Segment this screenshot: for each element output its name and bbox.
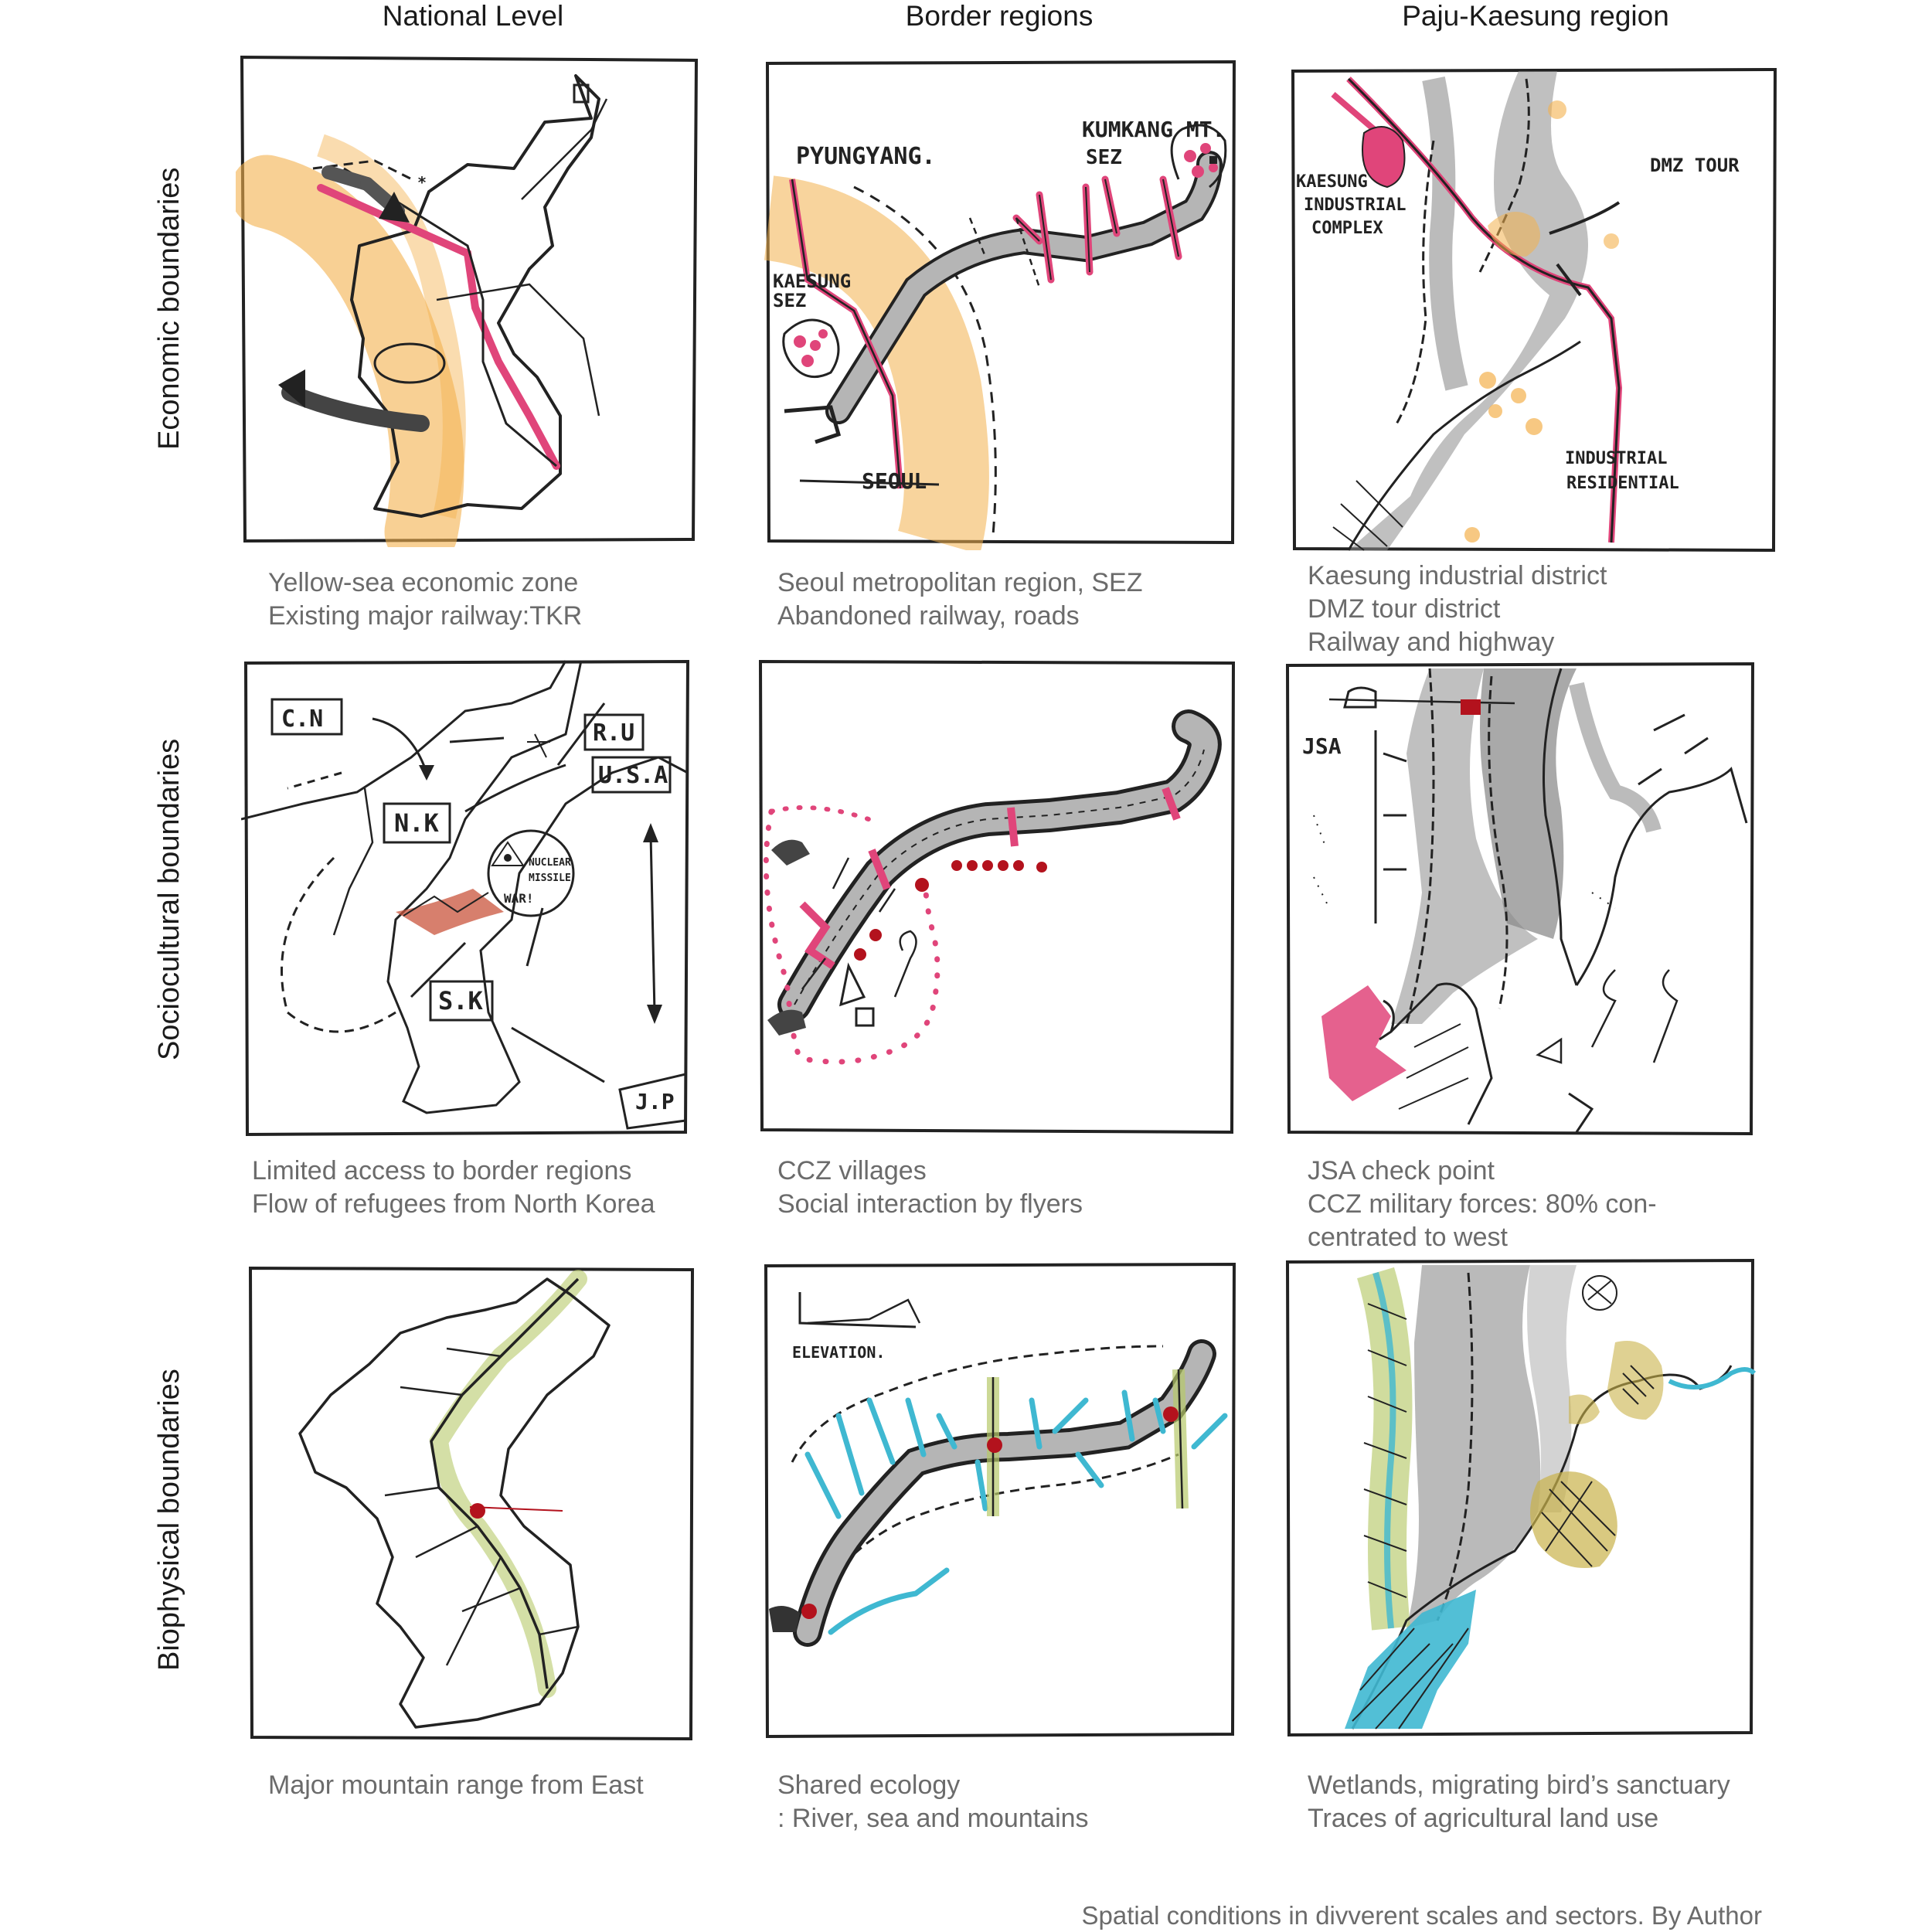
label-elevation: ELEVATION. [792, 1343, 886, 1362]
label-residential: RESIDENTIAL [1566, 474, 1679, 493]
panel-socio-paju [1283, 661, 1758, 1140]
label-dmz-tour: DMZ TOUR [1650, 155, 1740, 176]
label-seoul: SEOUL [862, 468, 927, 494]
panel-economic-national [236, 53, 699, 547]
column-header-border: Border regions [905, 0, 1094, 32]
paju-economic-sketch [1287, 63, 1781, 558]
column-header-national: National Level [382, 0, 564, 32]
panel-socio-national [241, 657, 693, 1140]
panel-economic-border [761, 56, 1240, 550]
caption-bio-national: Major mountain range from East [268, 1770, 644, 1800]
label-jsa: JSA [1302, 733, 1342, 759]
panel-socio-border [756, 657, 1239, 1140]
label-kumkang-sez: SEZ [1086, 146, 1122, 169]
caption-econ-national: Yellow-sea economic zone Existing major railway:TKR [268, 568, 583, 631]
label-cn: C.N [281, 706, 324, 733]
figure-credit: Spatial conditions in divverent scales and sectors. By Author [1081, 1901, 1762, 1930]
border-socio-sketch [756, 657, 1239, 1140]
label-pyongyang: PYUNGYANG. [796, 143, 936, 170]
label-nk: N.K [394, 808, 439, 838]
row-header-sociocultural: Sociocultural boundaries [153, 738, 185, 1060]
label-kaesung-sez-2: SEZ [773, 290, 807, 311]
caption-bio-paju: Wetlands, migrating bird’s sanctuary Traces of agricultural land use [1308, 1770, 1730, 1833]
label-nuclear-3: WAR! [504, 891, 534, 906]
label-sk: S.K [438, 986, 483, 1015]
label-kaesung-complex-3: COMPLEX [1311, 219, 1383, 238]
border-bio-sketch [761, 1261, 1240, 1744]
panel-economic-paju [1287, 63, 1781, 558]
label-kaesung-sez-1: KAESUNG [773, 270, 852, 292]
paju-socio-sketch [1283, 661, 1758, 1140]
caption-econ-border: Seoul metropolitan region, SEZ Abandoned railway, roads [777, 568, 1143, 631]
caption-socio-national: Limited access to border regions Flow of refugees from North Korea [252, 1156, 655, 1219]
national-bio-sketch [246, 1264, 698, 1747]
label-usa: U.S.A [598, 762, 668, 789]
border-economic-sketch [761, 56, 1240, 550]
label-kumkang: KUMKANG MT. [1082, 117, 1226, 142]
label-ru: R.U [593, 719, 635, 747]
panel-bio-border [761, 1261, 1240, 1744]
column-header-paju: Paju-Kaesung region [1402, 0, 1669, 32]
paju-bio-sketch [1283, 1257, 1758, 1740]
label-nuclear-1: NUCLEAR [529, 857, 571, 869]
label-industrial: INDUSTRIAL [1565, 449, 1668, 468]
panel-bio-paju [1283, 1257, 1758, 1740]
caption-econ-paju: Kaesung industrial district DMZ tour district Railway and highway [1308, 561, 1607, 657]
panel-bio-national [246, 1264, 698, 1747]
label-kaesung-complex-1: KAESUNG [1296, 172, 1368, 192]
national-economic-sketch [236, 53, 699, 547]
caption-socio-paju: JSA check point CCZ military forces: 80% con- centrated to west [1308, 1156, 1657, 1252]
caption-bio-border: Shared ecology : River, sea and mountains [777, 1770, 1089, 1833]
label-kaesung-complex-2: INDUSTRIAL [1304, 196, 1406, 215]
caption-socio-border: CCZ villages Social interaction by flyers [777, 1156, 1083, 1219]
row-header-economic: Economic boundaries [153, 167, 185, 450]
row-header-biophysical: Biophysical boundaries [153, 1369, 185, 1671]
label-jp: J.P [635, 1089, 675, 1114]
national-socio-sketch [241, 657, 693, 1140]
svg-text:*: * [417, 173, 427, 192]
label-nuclear-2: MISSILE [529, 872, 571, 884]
